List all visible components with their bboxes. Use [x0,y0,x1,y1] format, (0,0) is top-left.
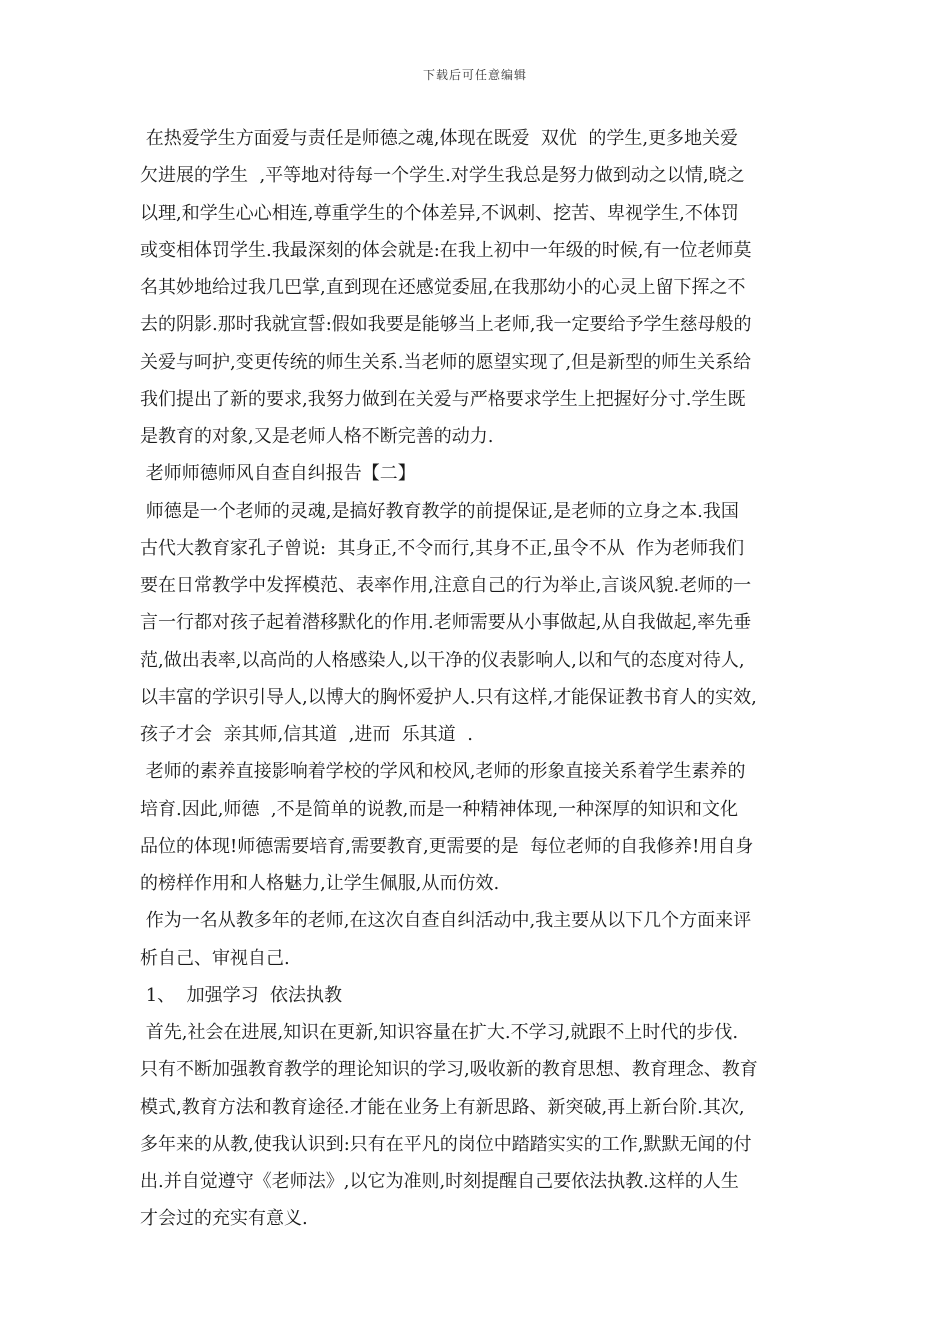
text-line: 才会过的充实有意义. [140,1208,308,1230]
text-line: 师德是一个老师的灵魂,是搞好教育教学的前提保证,是老师的立身之本.我国 [140,500,739,522]
document-body [140,120,812,1238]
text-line: 模式,教育方法和教育途径.才能在业务上有新思路、新突破,再上新台阶.其次, [140,1096,745,1118]
page-header-note: 下载后可任意编辑 [422,68,527,82]
text-line: 出.并自觉遵守《老师法》,以它为准则,时刻提醒自己要依法执教.这样的人生 [140,1171,739,1192]
text-line: 的榜样作用和人格魅力,让学生佩服,从而仿效. [140,873,500,894]
text-line: 我们提出了新的要求,我努力做到在关爱与严格要求学生上把握好分寸.学生既 [140,388,746,410]
text-line: 只有不断加强教育教学的理论知识的学习,吸收新的教育思想、教育理念、教育 [140,1059,758,1081]
text-line: 欠进展的学生 ,平等地对待每一个学生.对学生我总是努力做到动之以情,晓之 [140,165,745,187]
section-heading: 老师师德师风自查自纠报告【二】 [140,463,416,485]
text-line: 要在日常教学中发挥模范、表率作用,注意自己的行为举止,言谈风貌.老师的一 [140,575,752,596]
text-line: 关爱与呵护,变更传统的师生关系.当老师的愿望实现了,但是新型的师生关系给 [140,351,752,373]
text-line: 是教育的对象,又是老师人格不断完善的动力. [140,426,494,447]
text-line: 老师的素养直接影响着学校的学风和校风,老师的形象直接关系着学生素养的 [140,761,746,783]
text-line: 品位的体现!师德需要培育,需要教育,更需要的是 每位老师的自我修养!用自身 [140,835,754,857]
text-line: 作为一名从教多年的老师,在这次自查自纠活动中,我主要从以下几个方面来评 [140,910,752,932]
text-line: 孩子才会 亲其师,信其道 ,进而 乐其道 . [140,724,473,745]
text-line: 名其妙地给过我几巴掌,直到现在还感觉委屈,在我那幼小的心灵上留下挥之不 [140,277,746,298]
text-line: 析自己、审视自己. [140,947,290,969]
text-line: 首先,社会在进展,知识在更新,知识容量在扩大.不学习,就跟不上时代的步伐. [140,1022,739,1043]
text-line: 言一行都对孩子起着潜移默化的作用.老师需要从小事做起,从自我做起,率先垂 [140,612,752,634]
numbered-heading: 1、 加强学习 依法执教 [140,984,343,1006]
text-line: 范,做出表率,以高尚的人格感染人,以干净的仪表影响人,以和气的态度对待人, [140,649,745,671]
text-line: 古代大教育家孔子曾说: 其身正,不令而行,其身不正,虽令不从 作为老师我们 [140,537,745,559]
text-line: 多年来的从教,使我认识到:只有在平凡的岗位中踏踏实实的工作,默默无闻的付 [140,1133,752,1155]
text-line: 以理,和学生心心相连,尊重学生的个体差异,不讽刺、挖苦、卑视学生,不体罚 [140,202,739,224]
text-line: 以丰富的学识引导人,以博大的胸怀爱护人.只有这样,才能保证教书育人的实效, [140,686,757,708]
text-line: 或变相体罚学生.我最深刻的体会就是:在我上初中一年级的时候,有一位老师莫 [140,239,752,261]
text-line: 培育.因此,师德 ,不是简单的说教,而是一种精神体现,一种深厚的知识和文化 [140,798,739,820]
text-line: 在热爱学生方面爱与责任是师德之魂,体现在既爱 双优 的学生,更多地关爱 [140,128,739,149]
text-line: 去的阴影.那时我就宣誓:假如我要是能够当上老师,我一定要给予学生慈母般的 [140,314,752,336]
